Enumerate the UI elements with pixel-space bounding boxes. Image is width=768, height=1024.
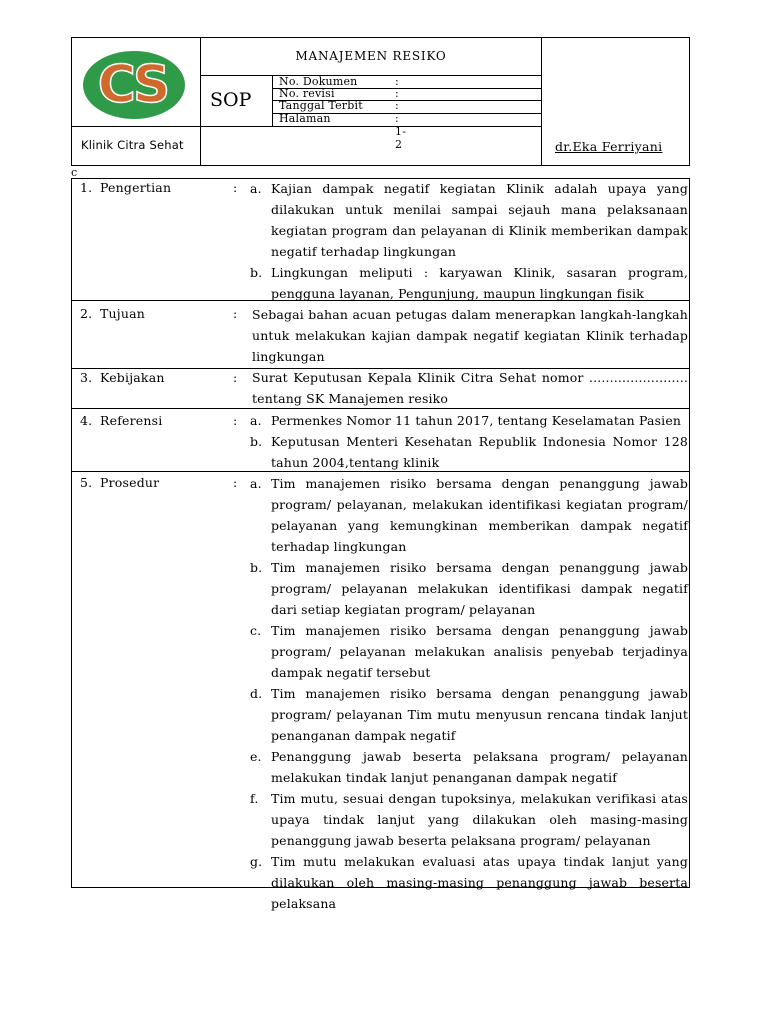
divider: [541, 38, 542, 165]
clinic-logo: [82, 50, 186, 120]
clinic-name: Klinik Citra Sehat: [81, 138, 184, 152]
meta-label: No. revisi: [279, 87, 335, 100]
list-item: b. Lingkungan meliputi : karyawan Klinik, sasaran program, pengguna layanan, Pengunjung, maupun lingkungan fisik: [250, 265, 688, 301]
meta-row-issue-date: [279, 99, 399, 112]
section-label-prosedur: 5. Prosedur: [80, 475, 160, 490]
list-item: f. Tim mutu, sesuai dengan tupoksinya, melakukan verifikasi atas upaya tindak lanjut yang dilakukan oleh masing-masing penanggung jawab beserta pelaksana program/ pelayanan: [250, 791, 688, 848]
list-item: a. Permenkes Nomor 11 tahun 2017, tentang Keselamatan Pasien: [250, 413, 682, 428]
meta-label: Halaman: [279, 112, 331, 125]
divider: [201, 126, 541, 127]
logo-text: CS: [97, 55, 167, 115]
meta-value: : 1-2: [395, 112, 407, 151]
section-content-referensi: [250, 410, 688, 473]
sop-label: SOP: [210, 89, 252, 111]
meta-label: No. Dokumen: [279, 75, 358, 88]
divider: [201, 75, 541, 76]
section-content-kebijakan: [250, 367, 688, 409]
meta-label: Tanggal Terbit: [279, 99, 363, 112]
doctor-signature-name: dr.Eka Ferriyani: [555, 139, 663, 154]
list-item: b. Keputusan Menteri Kesehatan Republik Indonesia Nomor 128 tahun 2004,tentang klinik: [250, 434, 688, 470]
section-content-prosedur: [250, 473, 688, 914]
meta-value: :: [395, 99, 399, 112]
section-label-referensi: 4. Referensi: [80, 413, 163, 428]
section-label-kebijakan: 3. Kebijakan: [80, 370, 165, 385]
sop-header: [71, 37, 690, 166]
section-label-tujuan: 2. Tujuan: [80, 306, 146, 321]
meta-value: :: [395, 75, 399, 88]
section-separator: :: [233, 413, 238, 428]
section-separator: :: [233, 370, 238, 385]
paragraph: Surat Keputusan Kepala Klinik Citra Sehat nomor ........................ tentang SK Manajemen resiko: [252, 370, 688, 406]
section-label-pengertian: 1. Pengertian: [80, 180, 172, 195]
section-separator: :: [233, 475, 238, 490]
document-title: MANAJEMEN RESIKO: [295, 49, 447, 63]
section-separator: :: [233, 180, 238, 195]
list-item: g. Tim mutu melakukan evaluasi atas upaya tindak lanjut yang dilakukan oleh masing-masing penanggung jawab beserta pelaksana: [250, 854, 688, 911]
section-separator: :: [233, 306, 238, 321]
divider: [72, 126, 200, 127]
paragraph: Sebagai bahan acuan petugas dalam menerapkan langkah-langkah untuk melakukan kajian dampak negatif kegiatan Klinik terhadap lingkungan: [252, 307, 688, 364]
list-item: b. Tim manajemen risiko bersama dengan penanggung jawab program/ pelayanan melakukan identifikasi dampak negatif dari setiap kegiatan program/ pelayanan: [250, 560, 688, 617]
stray-character: c: [71, 166, 78, 179]
meta-value: :: [395, 87, 399, 100]
list-item: c. Tim manajemen risiko bersama dengan penanggung jawab program/ pelayanan melakukan analisis penyebab terjadinya dampak negatif tersebut: [250, 623, 688, 680]
sop-content-table: [71, 178, 690, 911]
list-item: d. Tim manajemen risiko bersama dengan penanggung jawab program/ pelayanan Tim mutu menyusun rencana tindak lanjut penanganan dampak negatif: [250, 686, 688, 743]
section-content-pengertian: [250, 178, 688, 304]
list-item: a. Tim manajemen risiko bersama dengan penanggung jawab program/ pelayanan, melakukan identifikasi kegiatan program/ pelayanan yang kemungkinan memberikan dampak negatif terhadap lingkungan: [250, 476, 688, 554]
list-item: a. Kajian dampak negatif kegiatan Klinik adalah upaya yang dilakukan untuk menilai sampai sejauh mana pelaksanaan kegiatan program dan pelayanan di Klinik memberikan dampak negatif terhadap lingkungan: [250, 181, 688, 259]
meta-row-page: [279, 112, 407, 151]
section-content-tujuan: [250, 304, 688, 367]
list-item: e. Penanggung jawab beserta pelaksana program/ pelayanan melakukan tindak lanjut penanganan dampak negatif: [250, 749, 688, 785]
